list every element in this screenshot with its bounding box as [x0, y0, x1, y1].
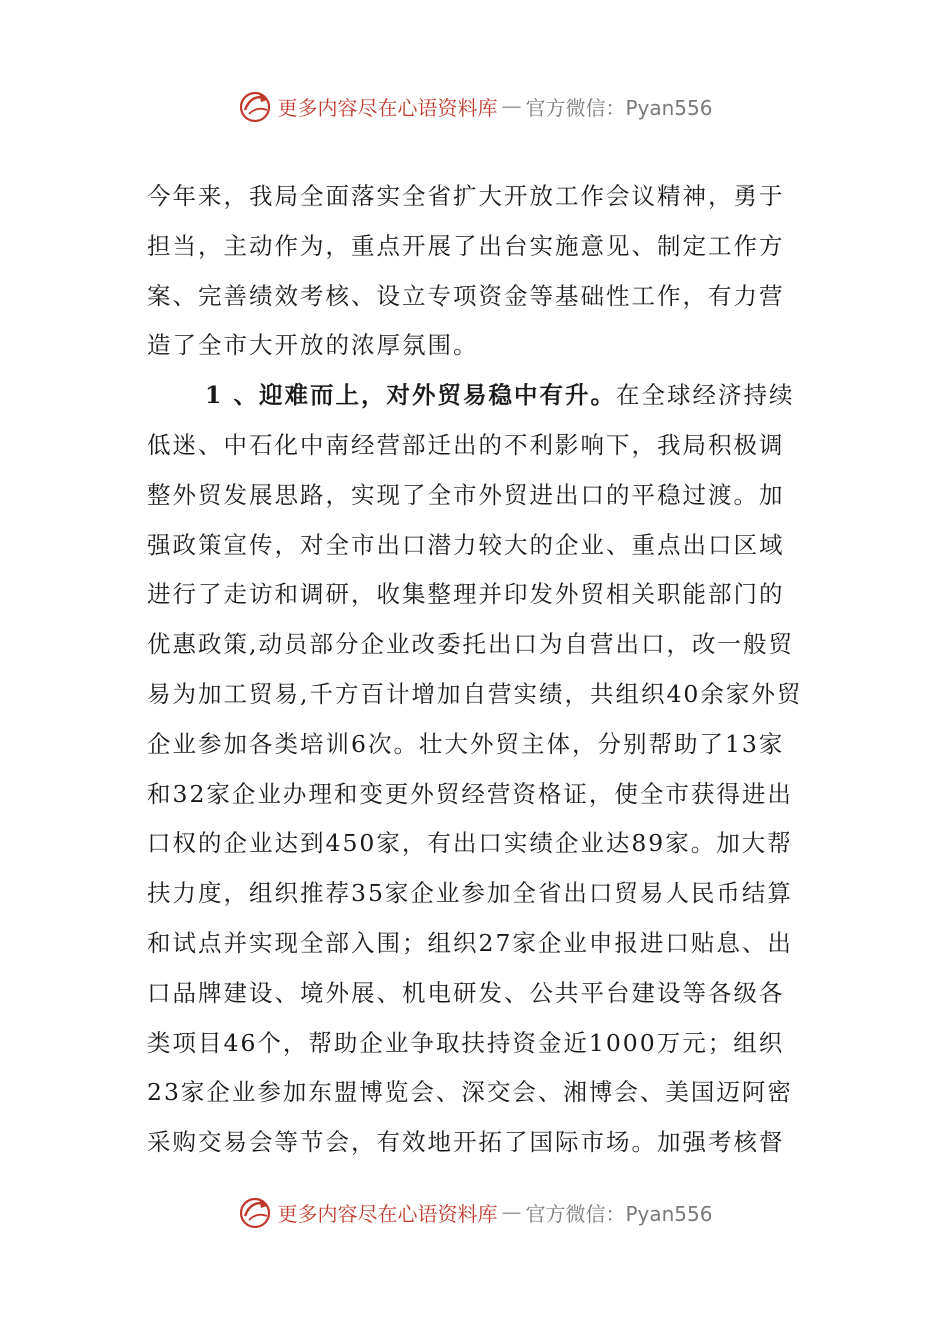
body-line-14: 口权的企业达到450家，有出口实绩企业达89家。加大帮	[147, 829, 793, 858]
body-line-17: 口品牌建设、境外展、机电研发、公共平台建设等各级各	[147, 978, 785, 1007]
header-banner-content	[237, 88, 712, 124]
section-heading: 1 、迎难而上，对外贸易稳中有升。	[205, 381, 617, 410]
section-heading-line	[147, 371, 807, 421]
body-line-13: 和32家企业办理和变更外贸经营资格证，使全市获得进出	[147, 779, 793, 808]
footer-banner-content	[237, 1194, 712, 1230]
logo-icon	[237, 1194, 273, 1230]
body-line-2: 担当，主动作为，重点开展了出台实施意见、制定工作方	[147, 231, 785, 260]
section-heading-continuation: 在全球经济持续	[616, 381, 795, 410]
body-line-18: 类项目46个，帮助企业争取扶持资金近1000万元；组织	[147, 1028, 785, 1057]
banner-site-name: 更多内容尽在心语资料库	[277, 95, 498, 120]
body-line-6: 低迷、中石化中南经营部迁出的不利影响下，我局积极调	[147, 430, 785, 459]
body-line-4: 造了全市大开放的浓厚氛围。	[147, 331, 479, 360]
body-line-20: 采购交易会等节会，有效地开拓了国际市场。加强考核督	[147, 1128, 785, 1157]
body-line-15: 扶力度，组织推荐35家企业参加全省出口贸易人民币结算	[147, 879, 793, 908]
banner-dash: —	[501, 1200, 522, 1224]
body-line-12: 企业参加各类培训6次。壮大外贸主体，分别帮助了13家	[147, 729, 785, 758]
body-line-10: 优惠政策,动员部分企业改委托出口为自营出口，改一般贸	[147, 630, 794, 659]
logo-icon	[237, 88, 273, 124]
body-line-8: 强政策宣传，对全市出口潜力较大的企业、重点出口区域	[147, 530, 785, 559]
header-banner	[0, 86, 950, 126]
banner-wechat: 官方微信：Pyan556	[525, 95, 713, 120]
body-line-11: 易为加工贸易,千方百计增加自营实绩，共组织40余家外贸	[147, 679, 803, 708]
body-line-9: 进行了走访和调研，收集整理并印发外贸相关职能部门的	[147, 580, 785, 609]
banner-site-name: 更多内容尽在心语资料库	[277, 1201, 498, 1226]
body-line-19: 23家企业参加东盟博览会、深交会、湘博会、美国迈阿密	[147, 1078, 793, 1107]
body-line-7: 整外贸发展思路，实现了全市外贸进出口的平稳过渡。加	[147, 480, 785, 509]
body-line-3: 案、完善绩效考核、设立专项资金等基础性工作，有力营	[147, 281, 785, 310]
footer-banner	[0, 1192, 950, 1232]
banner-wechat: 官方微信：Pyan556	[525, 1201, 713, 1226]
banner-dash: —	[501, 94, 522, 118]
body-line-16: 和试点并实现全部入围；组织27家企业申报进口贴息、出	[147, 928, 793, 957]
body-line-1: 今年来，我局全面落实全省扩大开放工作会议精神，勇于	[147, 182, 785, 210]
document-body	[147, 172, 807, 1168]
